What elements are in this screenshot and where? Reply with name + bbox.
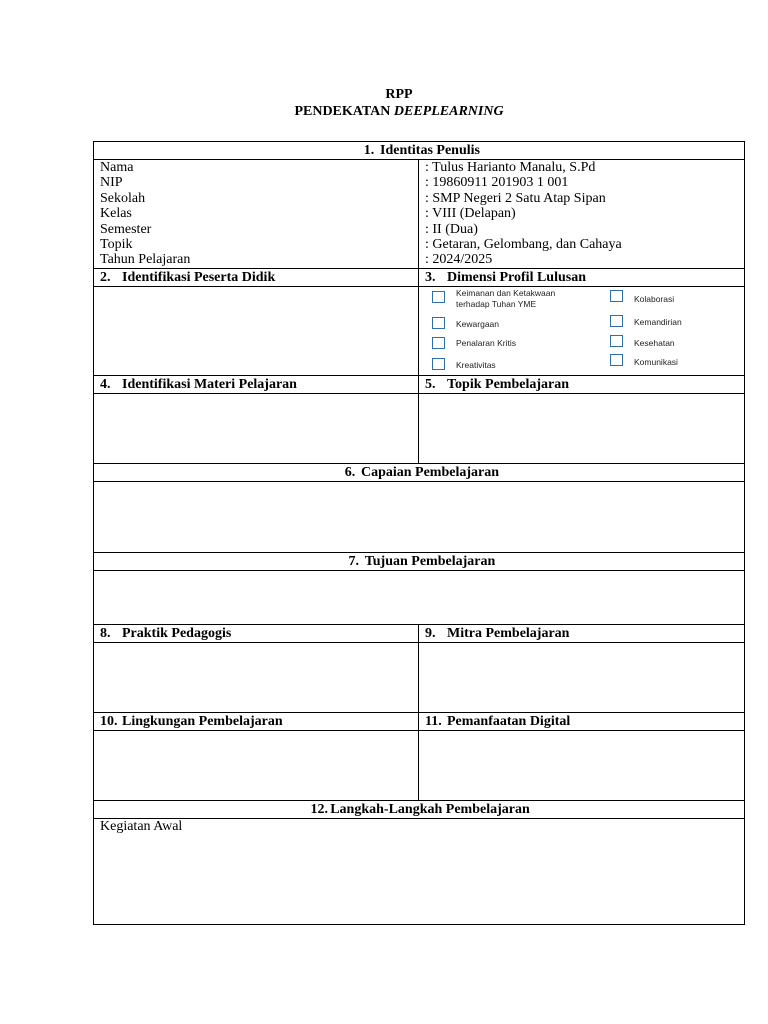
checkbox-kreativitas[interactable] xyxy=(432,358,445,370)
subtitle-plain: PENDEKATAN xyxy=(294,104,394,119)
section-1-header xyxy=(94,142,745,160)
section-1-label: Identitas Penulis xyxy=(380,143,480,158)
identity-value-sekolah: : SMP Negeri 2 Satu Atap Sipan xyxy=(425,190,606,206)
profil-label-keimanan xyxy=(456,288,555,310)
profil-label-kewargaan: Kewargaan xyxy=(456,318,500,329)
section-3-label: Dimensi Profil Lulusan xyxy=(447,269,586,285)
section-12-label: Langkah-Langkah Pembelajaran xyxy=(330,801,530,817)
section-8-number: 8. xyxy=(100,625,111,641)
identity-label-semester: Semester xyxy=(100,221,152,237)
section-2-header xyxy=(94,268,419,286)
section-8-content xyxy=(94,642,419,712)
section-9-number: 9. xyxy=(425,625,436,641)
section-7-header xyxy=(94,552,745,570)
section-7-content xyxy=(94,570,745,624)
identity-label-nip: NIP xyxy=(100,175,123,191)
profil-label-penalaran-kritis: Penalaran Kritis xyxy=(456,337,517,348)
identity-value-semester: : II (Dua) xyxy=(425,221,478,237)
profil-label-kesehatan: Kesehatan xyxy=(634,337,675,348)
profil-label-kreativitas: Kreativitas xyxy=(456,359,496,370)
section-11-label: Pemanfaatan Digital xyxy=(447,713,571,729)
section-5-label: Topik Pembelajaran xyxy=(447,376,569,392)
identity-value-nama: : Tulus Harianto Manalu, S.Pd xyxy=(425,160,596,175)
section-12-header xyxy=(94,800,745,818)
identity-label-tahun: Tahun Pelajaran xyxy=(100,252,191,268)
section-8-label: Praktik Pedagogis xyxy=(122,625,232,641)
section-10-number: 10. xyxy=(100,713,118,729)
checkbox-kemandirian[interactable] xyxy=(610,315,623,327)
section-5-number: 5. xyxy=(425,376,436,392)
profil-checklist xyxy=(419,286,745,375)
profil-label-komunikasi: Komunikasi xyxy=(634,356,678,367)
section-5-content xyxy=(419,393,745,463)
identity-labels xyxy=(94,160,419,269)
section-1-number: 1. xyxy=(363,143,375,158)
checkbox-keimanan[interactable] xyxy=(432,291,445,303)
checkbox-kesehatan[interactable] xyxy=(610,335,623,347)
profil-label-kemandirian: Kemandirian xyxy=(634,316,682,327)
section-4-number: 4. xyxy=(100,376,111,392)
kegiatan-awal-label: Kegiatan Awal xyxy=(100,818,183,834)
section-11-content xyxy=(419,730,745,800)
section-10-content xyxy=(94,730,419,800)
checkbox-kewargaan[interactable] xyxy=(432,317,445,329)
identity-value-topik: : Getaran, Gelombang, dan Cahaya xyxy=(425,236,622,252)
section-4-content xyxy=(94,393,419,463)
profil-label-keimanan-line2: terhadap Tuhan YME xyxy=(456,298,537,309)
section-12-number: 12. xyxy=(310,801,328,817)
section-6-number: 6. xyxy=(344,464,356,480)
section-9-content xyxy=(419,642,745,712)
profil-label-keimanan-line1: Keimanan dan Ketakwaan xyxy=(456,287,556,298)
section-11-number: 11. xyxy=(425,713,442,729)
section-7-label: Tujuan Pembelajaran xyxy=(364,553,496,569)
section-2-label: Identifikasi Peserta Didik xyxy=(122,269,276,285)
section-10-header xyxy=(94,712,419,730)
section-3-number: 3. xyxy=(425,269,436,285)
identity-label-sekolah: Sekolah xyxy=(100,190,146,206)
section-12-content xyxy=(94,818,745,924)
section-10-label: Lingkungan Pembelajaran xyxy=(122,713,283,729)
checkbox-penalaran-kritis[interactable] xyxy=(432,337,445,349)
section-6-header xyxy=(94,463,745,481)
identity-values xyxy=(419,160,745,269)
section-9-label: Mitra Pembelajaran xyxy=(447,625,570,641)
document-title: RPP xyxy=(385,87,413,102)
identity-label-nama: Nama xyxy=(100,160,134,175)
section-7-number: 7. xyxy=(348,553,359,569)
identity-label-kelas: Kelas xyxy=(100,206,132,222)
checkbox-kolaborasi[interactable] xyxy=(610,290,623,302)
checkbox-komunikasi[interactable] xyxy=(610,354,623,366)
section-5-header xyxy=(419,375,745,393)
section-2-content xyxy=(94,286,419,375)
section-8-header xyxy=(94,624,419,642)
section-9-header xyxy=(419,624,745,642)
section-4-label: Identifikasi Materi Pelajaran xyxy=(122,376,297,392)
section-11-header xyxy=(419,712,745,730)
identity-value-tahun: : 2024/2025 xyxy=(425,252,493,268)
identity-value-nip: : 19860911 201903 1 001 xyxy=(425,175,569,191)
section-6-content xyxy=(94,481,745,552)
section-2-number: 2. xyxy=(100,269,111,285)
rpp-table xyxy=(93,141,745,925)
section-4-header xyxy=(94,375,419,393)
identity-label-topik: Topik xyxy=(100,236,133,252)
profil-label-kolaborasi: Kolaborasi xyxy=(634,293,675,304)
document-subtitle xyxy=(0,104,768,120)
section-3-header xyxy=(419,268,745,286)
section-6-label: Capaian Pembelajaran xyxy=(360,464,500,480)
subtitle-italic: DEEPLEARNING xyxy=(393,104,504,119)
identity-value-kelas: : VIII (Delapan) xyxy=(425,206,516,222)
